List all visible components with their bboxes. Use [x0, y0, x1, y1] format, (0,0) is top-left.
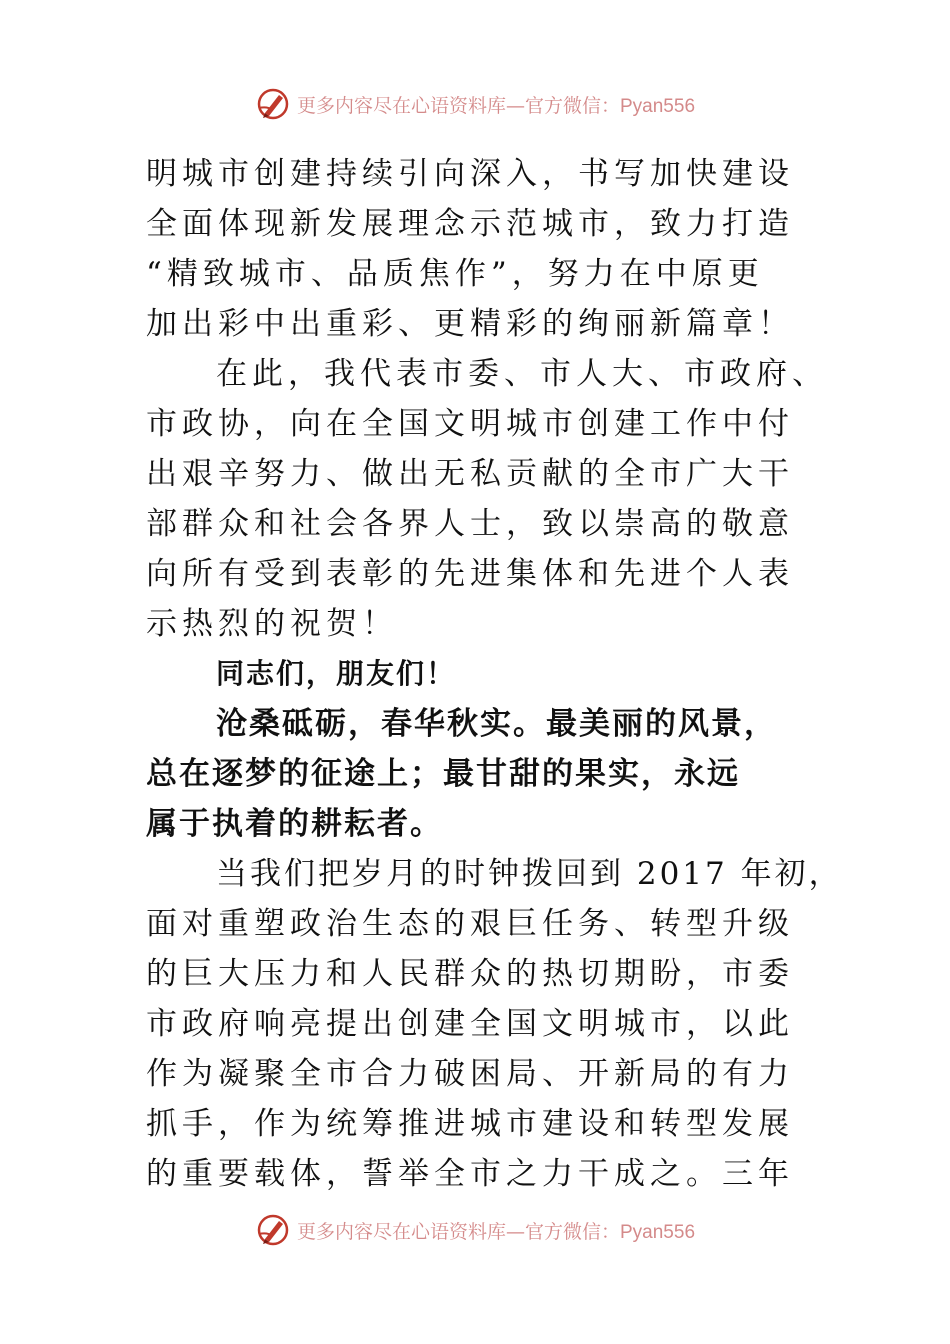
pen-circle-logo-icon — [255, 1212, 291, 1248]
watermark-text: 更多内容尽在心语资料库—官方微信：Pyan556 — [296, 1220, 696, 1243]
body-line: 的重要载体，誓举全市之力干成之。三年 — [146, 1156, 794, 1192]
body-line: 市政协，向在全国文明城市创建工作中付 — [146, 406, 794, 442]
document-body — [146, 149, 843, 1199]
body-line: 作为凝聚全市合力破困局、开新局的有力 — [146, 1056, 794, 1092]
footer-watermark — [0, 1210, 950, 1250]
bold-heading-line: 同志们，朋友们！ — [216, 657, 457, 690]
body-line: 在此，我代表市委、市人大、市政府、 — [216, 356, 828, 392]
watermark-text: 更多内容尽在心语资料库—官方微信：Pyan556 — [296, 94, 696, 117]
pen-circle-logo-icon — [255, 86, 291, 122]
bold-body-line: 总在逐梦的征途上；最甘甜的果实，永远 — [146, 756, 740, 792]
bold-body-line: 属于执着的耕耘者。 — [146, 806, 443, 842]
header-watermark — [0, 84, 950, 124]
body-line: 全面体现新发展理念示范城市，致力打造 — [146, 206, 794, 242]
body-line: 市政府响亮提出创建全国文明城市，以此 — [146, 1006, 794, 1042]
body-line: 部群众和社会各界人士，致以崇高的敬意 — [146, 506, 794, 542]
body-line: 当我们把岁月的时钟拨回到 2017 年初， — [216, 856, 843, 892]
body-line: 向所有受到表彰的先进集体和先进个人表 — [146, 556, 794, 592]
body-line: 明城市创建持续引向深入，书写加快建设 — [146, 156, 794, 192]
bold-body-line: 沧桑砥砺，春华秋实。最美丽的风景， — [216, 706, 777, 742]
body-line: 面对重塑政治生态的艰巨任务、转型升级 — [146, 906, 794, 942]
body-line: 的巨大压力和人民群众的热切期盼，市委 — [146, 956, 794, 992]
body-line: 抓手，作为统筹推进城市建设和转型发展 — [146, 1106, 794, 1142]
body-line: “精致城市、品质焦作”，努力在中原更 — [146, 256, 764, 292]
body-line: 出艰辛努力、做出无私贡献的全市广大干 — [146, 456, 794, 492]
body-line: 示热烈的祝贺！ — [146, 606, 398, 642]
body-line: 加出彩中出重彩、更精彩的绚丽新篇章！ — [146, 306, 794, 342]
